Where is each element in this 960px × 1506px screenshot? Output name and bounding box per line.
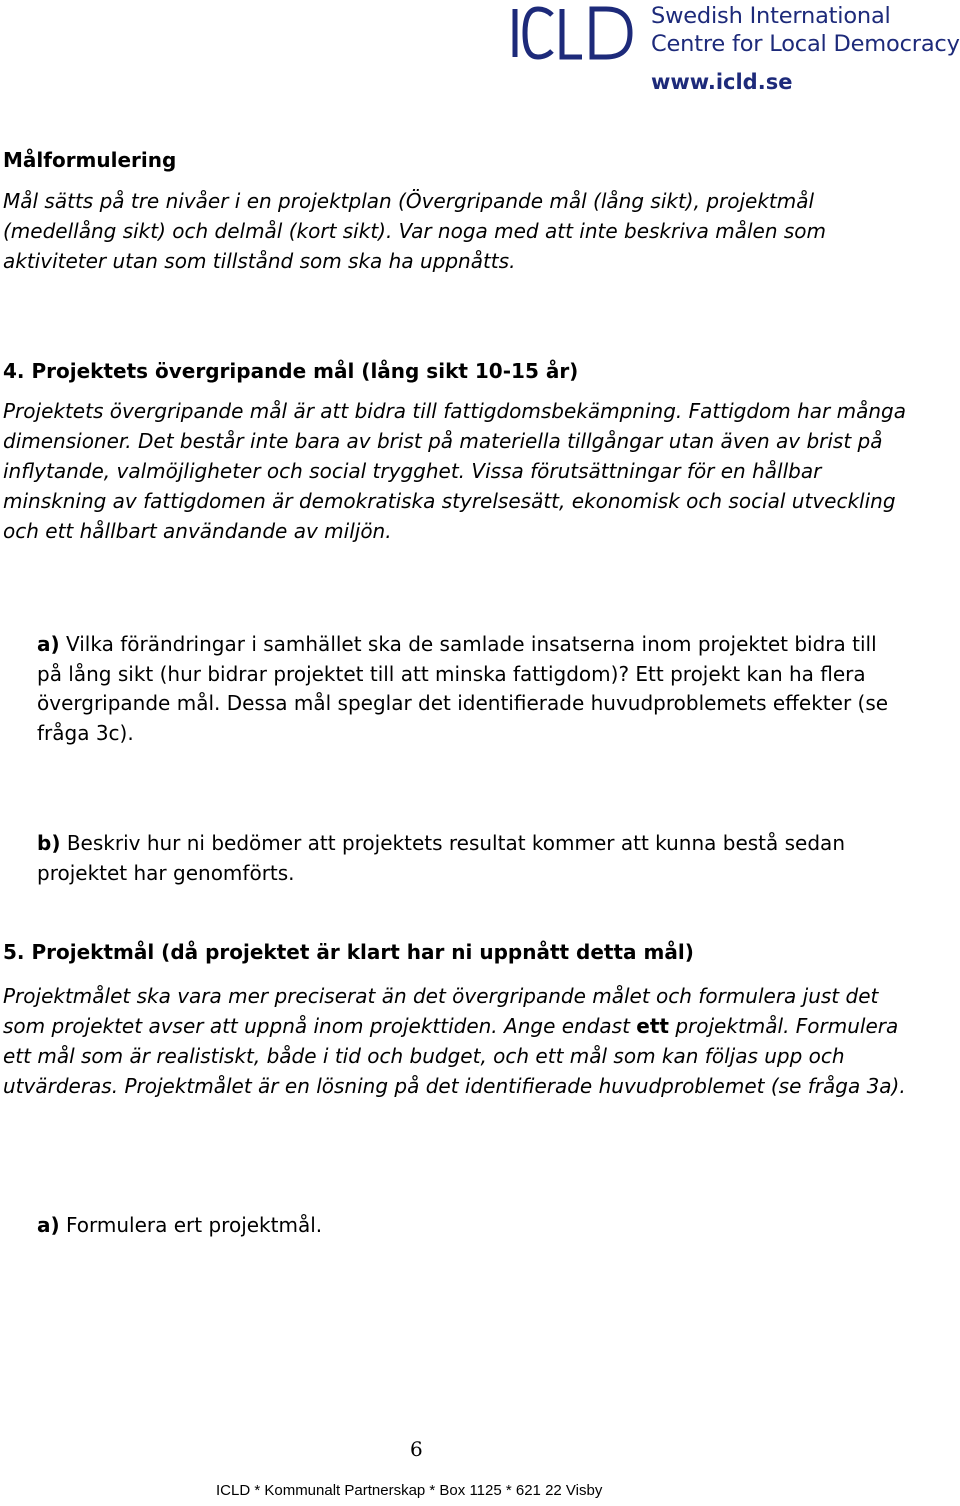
question-letter: a) [37, 1213, 60, 1237]
question-letter: a) [37, 632, 60, 656]
section-4-title: 4. Projektets övergripande mål (lång sikt 10-15 år) [3, 359, 579, 383]
icld-logo-icon [510, 5, 640, 61]
question-letter: b) [37, 831, 61, 855]
section-5-body [3, 981, 923, 1101]
question-text: Formulera ert projektmål. [66, 1213, 323, 1237]
section-5-title: 5. Projektmål (då projektet är klart har ni uppnått detta mål) [3, 940, 694, 964]
question-text: Beskriv hur ni bedömer att projektets resultat kommer att kunna bestå sedan projektet har genomförts. [37, 831, 845, 885]
page-number: 6 [410, 1437, 423, 1461]
section-4-body: Projektets övergripande mål är att bidra till fattigdomsbekämpning. Fattigdom har många dimensioner. Det består inte bara av brist på materiella tillgångar utan även av brist på inflytande, valmöjligheter och social trygghet. Vissa förutsättningar för en hållbar minskning av fattigdomen är demokratiska styrelsesätt, ekonomisk och social utveckling och ett hållbart användande av miljön. [3, 399, 906, 543]
section-5-body-part1: Projektmålet ska vara mer preciserat än det övergripande målet och formulera just det som projektet avser att uppnå inom projekttiden. Ange endast [3, 984, 879, 1038]
section-4-question-b [37, 829, 897, 888]
section-5-body-emphasis: ett [636, 1014, 669, 1038]
section-5-body-part2: projektmål. Formulera ett mål som är realistiskt, både i tid och budget, och ett mål som kan följas upp och utvärderas. Projektmålet är en lösning på det identifierade huvudproblemet (se fråga 3a). [3, 1014, 906, 1098]
section-5-question-a [37, 1211, 897, 1241]
page-footer: ICLD * Kommunalt Partnerskap * Box 1125 * 621 22 Visby [216, 1482, 603, 1499]
intro-paragraph: Mål sätts på tre nivåer i en projektplan (Övergripande mål (lång sikt), projektmål (medellång sikt) och delmål (kort sikt). Var noga med att inte beskriva målen som aktiviteter utan som tillstånd som ska ha uppnåtts. [3, 189, 827, 273]
page-header [0, 0, 960, 110]
page-heading: Målformulering [3, 148, 177, 172]
org-name-line1: Swedish International [651, 3, 891, 29]
org-name-line2: Centre for Local Democracy [651, 31, 960, 57]
website-link[interactable]: www.icld.se [651, 70, 793, 94]
section-4-question-a [37, 630, 897, 748]
question-text: Vilka förändringar i samhället ska de samlade insatserna inom projektet bidra till på lång sikt (hur bidrar projektet till att minska fattigdom)? Ett projekt kan ha flera övergripande mål. Dessa mål speglar det identifierade huvudproblemets effekter (se fråga 3c). [37, 632, 889, 745]
